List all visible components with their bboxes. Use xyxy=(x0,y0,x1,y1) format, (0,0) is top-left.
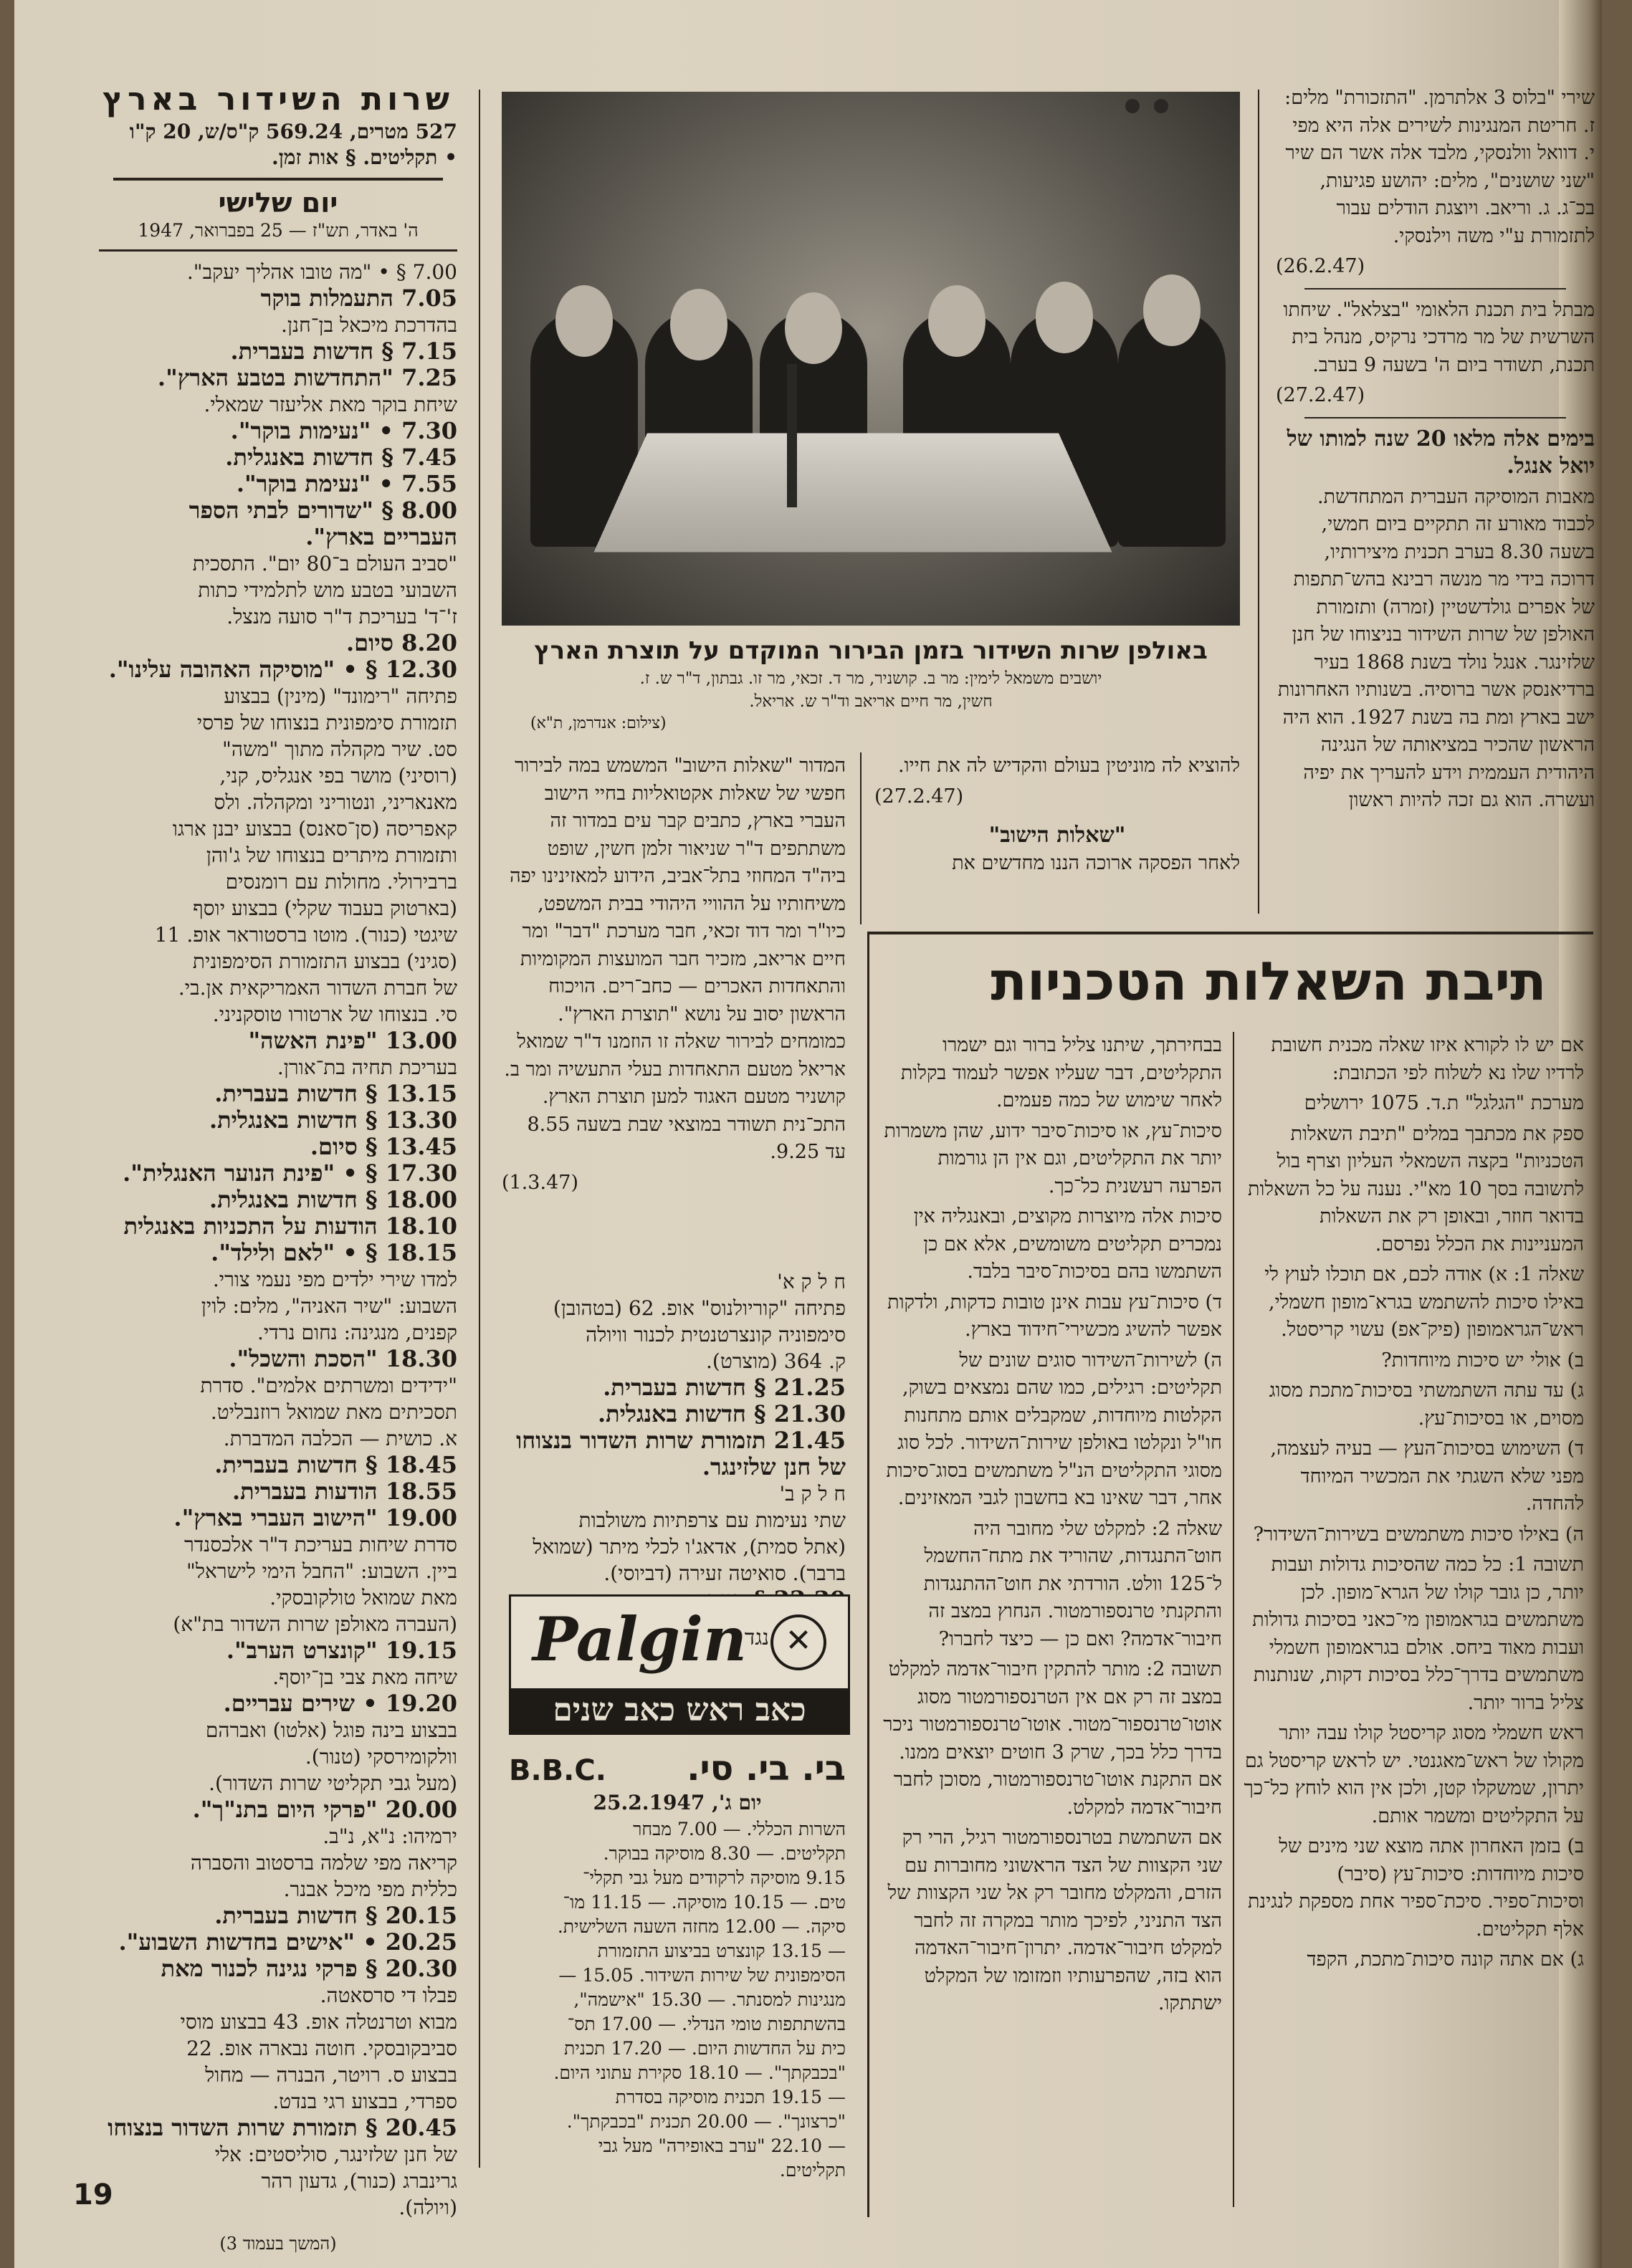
article-paragraph: סיכות אלה מיוצרות מקוצים, ובאנגליה אין נמכרים תקליטים משומשים, אלא אם כן השתמשו בהם בסיכות־סיבר בלבד. xyxy=(913,1205,1222,1283)
schedule-line: 7.45 § חדשות באנגלית. xyxy=(225,444,457,471)
photo-caption-names: חשין, מר חיים אריאב וד"ר ש. אריאל. xyxy=(749,692,993,711)
schedule-line: בעריכת תחיה בת־אורן. xyxy=(277,1056,457,1079)
bbc-title: בי. בי. סי. xyxy=(687,1748,846,1789)
schedule-line: ברבירולי. מחולות עם רומנסים xyxy=(225,870,457,894)
article-paragraph: ג) עד עתה השתמשתי בסיכות־מתכת מסוג מסוים, או בסיכות־עץ. xyxy=(1269,1379,1584,1430)
concert-line: שתי נעימות עם צרפתיות משולבות xyxy=(578,1508,846,1532)
page-number: 19 xyxy=(73,2178,113,2211)
schedule-line: למדו שירי ילדים מפי נעמי צורי. xyxy=(212,1268,457,1291)
segment-text: להוציא לה מוניטין בעולם והקדיש לה את חייו. xyxy=(898,755,1240,777)
bbc-line: 9.15 מוסיקה לרקודים מעל גבי תקלי־ xyxy=(582,1867,846,1888)
note-text: מאבות המוסיקה העברית המתחדשת. לכבוד מאורע זה תתקיים ביום חמשי, בשעה 8.30 בערב תכנית מיצירותיו, דרוכה בידי מר מנשה רבינא בהש־תתפות של אפרים גולדשטיין (זמרה) ותזמורת האולפן של שרות השידור בניצוחו של חנן שלזינגר. אנגל נולד בשנת 1868 בעיר ברדיאנסק אשר ברוסיה. בשנותיו האחרונות ישב בארץ ומת בה בשנת 1927. הוא היה הראשון שהכיר במציאותה של הנגינה היהודית העממית וידע להעריך את יפיה ועשרה. הוא גם זכה להיות ראשון xyxy=(1277,485,1595,811)
schedule-line: ותזמורת מיתרים בנצוחו של ג'והן xyxy=(206,843,457,867)
schedule-line: 17.30 § • "פינת הנוער האנגלית". xyxy=(123,1159,457,1187)
bbc-line: מנגינות למסנתר. — 15.30 "אישמה", xyxy=(573,1989,846,2010)
concert-line: ברבר). סואיטה זעירה (דביוסי). xyxy=(603,1561,846,1585)
schedule-title: שרות השידור בארץ xyxy=(102,81,454,118)
person-head xyxy=(555,285,613,357)
column-rule xyxy=(479,90,480,2168)
schedule-line: שיגטי (כנור). מוטו ברסטוראר אופ. 11 xyxy=(154,923,457,947)
continued-note: (המשך בעמוד 3) xyxy=(219,2234,337,2254)
palgin-badge-icon: ✕ xyxy=(770,1614,826,1670)
schedule-line: 7.25 "התחדשות בטבע הארץ". xyxy=(157,364,457,391)
schedule-list xyxy=(99,259,457,2221)
schedule-line: 18.10 הודעות על התכניות באנגלית xyxy=(123,1212,457,1240)
tech-questions-title: תיבת השאלות הטכניות xyxy=(991,951,1547,1013)
concert-line: ח ל ק ב' xyxy=(779,1482,846,1506)
article-paragraph: מערכת "הגלגל" ת.ד. 1075 ירושלים xyxy=(1304,1092,1584,1114)
schedule-line: קפנים, מנגינה: נחום נרדי. xyxy=(257,1321,457,1344)
schedule-line: "ידידים ומשרתים אלמים". סדרת xyxy=(200,1374,457,1397)
schedule-line: פתיחה "רימונד" (מינין) בבצוע xyxy=(224,684,457,708)
schedule-line: 13.00 "פינת האשה" xyxy=(248,1027,457,1054)
studio-table xyxy=(594,434,1112,552)
schedule-line: וולקומירסקי (טנור). xyxy=(305,1745,457,1769)
schedule-line: סדרת שיחות בעריכת ד"ר אלכסנדר xyxy=(184,1533,457,1556)
microphone-icon xyxy=(787,364,797,507)
day-heading: יום שלישי xyxy=(218,187,338,219)
schedule-line: 20.00 "פרקי היום בתנ"ך". xyxy=(192,1796,457,1823)
bbc-line: הסימפונית של שירות השידור. 15.05 — xyxy=(558,1965,846,1986)
column-rule xyxy=(860,752,862,924)
article-paragraph: שאלה 2: למקלט שלי מחובר היה חוט־התנגדות, שהוריד את מתח־החשמל ל־125 וולט. הורדתי את חוט־ההתנגדות והתקנתי טרנספורמטור. הנחוץ במצב זה חיבור־אדמה? ואם כן — כיצד לחברו? xyxy=(923,1517,1222,1650)
schedule-line: שיחה מאת צבי בן־יוסף. xyxy=(272,1665,457,1689)
segment-text: לאחר הפסקה ארוכה הננו מחדשים את xyxy=(952,851,1240,874)
schedule-line: "סביב העולם ב־80 יום". התסכית xyxy=(192,552,457,575)
bbc-list xyxy=(509,1817,846,2183)
note-text: שירי "בלוס 3 אלתרמן. "התזכורת" מלים: ז. חריטת המנגינות לשירים אלה היא מפי י. דוואל וולנסקי, מלבד אלה אשר הם שיר "שני שושנים", מלים: יהושע פגיעות, בכ־ג. ג. וריאב. ויוצגת הודלים עבור לתזמורת ע"י משה וילנסקי. xyxy=(1284,87,1595,247)
note-date: (27.2.47) xyxy=(1276,384,1365,406)
schedule-line: (בארטוק בעבוד שקלי) בבצוע יוסף xyxy=(193,896,457,920)
schedule-line: 13.45 § סיום. xyxy=(310,1133,457,1160)
schedule-line: (סגיני) בבצוע התזמורת הסימפונית xyxy=(192,949,457,973)
bbc-line: "בכבקתך". — 18.10 סקירת עתוני היום. xyxy=(553,2062,846,2083)
schedule-line: 18.15 § • "לאם ולילד". xyxy=(211,1239,457,1266)
schedule-line: גרינברג (כנור), גדעון רהר xyxy=(261,2169,457,2193)
bbc-line: השרות הכללי. — 7.00 מבחר xyxy=(633,1819,846,1839)
article-paragraph: ד) סיכות־עץ עבות אינן טובות כדקות, ולדקות אפשר להשיג מכשירי־חידוד בארץ. xyxy=(887,1291,1222,1341)
article-paragraph: ג) אם אתה קונה סיכות־מתכת, הקפד xyxy=(1307,1948,1584,1971)
schedule-line: (ויולה). xyxy=(399,2196,457,2219)
schedule-line: 7.05 התעמלות בוקר xyxy=(260,284,457,312)
bbc-line: — 13.15 קונצרט בביצוע התזמורת xyxy=(597,1941,846,1961)
schedule-line: 19.00 "הישוב העברי בארץ". xyxy=(173,1504,457,1531)
article-paragraph: בבחירתך, שיתנו צליל ברור וגם ישמרו התקליטים, דבר שעליו אפשר לעמוד בקלות לאחר שימוש של כמה פעמים. xyxy=(900,1034,1222,1111)
screw-icon xyxy=(1125,99,1140,113)
concert-line: פתיחה "קוריולנוס" אופ. 62 (בטהובן) xyxy=(553,1296,846,1320)
bbc-schedule xyxy=(509,1748,846,2214)
note-heading: בימים אלה מלאו 20 שנה למותו של יואל אנגל. xyxy=(1287,426,1595,479)
divider xyxy=(99,249,457,252)
schedule-line: שיחת בוקר מאת אליעזר שמאלי. xyxy=(204,393,457,416)
article-paragraph: ב) אולי יש סיכות מיוחדות? xyxy=(1381,1349,1584,1372)
magazine-page xyxy=(14,0,1602,2268)
palgin-small-text: נגד xyxy=(744,1625,769,1650)
bbc-line: — 19.15 תכנית מוסיקה בסדרת xyxy=(615,2087,846,2107)
article-paragraph: ב) בזמן האחרון אתה מוצא שני מינים של סיכות מיוחדות: סיכות־עץ (סיבר) וסיכות־ספיר. סיכת־ספיר אחת מספקת לנגינת אלף תקליטים. xyxy=(1247,1835,1584,1941)
schedule-line: השבועי בטבע מוש לתלמידי כתות xyxy=(198,578,457,602)
tech-col-left-text xyxy=(882,1032,1222,2018)
schedule-line: (מעל גבי תקליטי שרות השדור). xyxy=(209,1771,457,1795)
schedule-line: 18.55 הודעות בעברית. xyxy=(232,1478,457,1505)
schedule-line: 20.25 • "אישים בחדשות השבוע". xyxy=(118,1928,457,1956)
tech-col-left xyxy=(882,1032,1222,2207)
photo-caption: באולפן שרות השידור בזמן הבירור המוקדם על תוצרת הארץ xyxy=(534,636,1208,665)
questions-segment xyxy=(502,752,846,1254)
article-paragraph: ה) באילו סיכות משתמשים בשירות־השידור? xyxy=(1253,1523,1584,1546)
schedule-line: מאנאריני, ונטוריני ומקהלה. ולס xyxy=(214,790,457,814)
schedule-line: פבלו די סרסאטה. xyxy=(320,1984,457,2007)
schedule-line: 8.20 סיום. xyxy=(346,629,457,656)
concert-line: (אתל סמית), אדאג'ו לכלי מיתר (שמואל xyxy=(533,1535,846,1559)
schedule-line: תסכיתים מאת שמואל רוזנבליט. xyxy=(210,1400,457,1424)
article-paragraph: ה) לשירות־השידור סוגים שונים של תקליטים: רגילים, כמו שהם נמצאים בשוק, הקלטות מיוחדות, שמקבלים אותם מתחנות חו"ל ונקלטו באולפן שירות־השידור. לכל סוג מסוגי התקליטים הנ"ל משתמשים בסוג־סיכות אחר, דבר שאינו בא בחשבון לגבי המאזינים. xyxy=(886,1349,1222,1509)
schedule-line: (העברה מאולפן שרות השדור בת"א) xyxy=(173,1612,457,1636)
concert-line: 21.30 § חדשות באנגלית. xyxy=(598,1400,846,1427)
person-head xyxy=(928,285,986,357)
article-paragraph: ראש חשמלי מסוג קריסטל קולו עבה יותר מקולו של ראש־מאגנטי. יש לראש קריסטל גם יתרון, שמשקלו קטן, ולכן אין הוא לוחץ כל־כך על התקליטים ומשמר אותם. xyxy=(1244,1722,1584,1827)
schedule-line: קאפריסה (סן־סאנס) בבצוע יבנן ארגו xyxy=(172,817,457,841)
schedule-line: 13.15 § חדשות בעברית. xyxy=(214,1080,457,1107)
schedule-line: העבריים בארץ". xyxy=(305,523,457,550)
palgin-advertisement xyxy=(509,1594,850,1735)
schedule-column xyxy=(99,80,457,2254)
studio-photo xyxy=(502,92,1240,626)
schedule-line: 18.45 § חדשות בעברית. xyxy=(214,1451,457,1478)
bbc-line: "כרצונך". — 20.00 תכנית "בכבקתך". xyxy=(566,2111,846,2132)
photo-caption-block xyxy=(502,634,1240,735)
segment-date: (1.3.47) xyxy=(502,1171,578,1194)
column-rule xyxy=(1233,1032,1234,2207)
schedule-line: 19.15 "קונצרט הערב". xyxy=(226,1637,457,1664)
schedule-line: בהדרכת מיכאל בן־חנן. xyxy=(281,313,457,337)
divider xyxy=(1304,288,1566,290)
schedule-line: סביבקובסקי. חוטה נבארה אופ. 22 xyxy=(186,2037,457,2060)
tech-col-right xyxy=(1244,1032,1584,2207)
schedule-line: א. כושית — הכלבה המדברת. xyxy=(223,1427,457,1450)
note-date: (26.2.47) xyxy=(1276,255,1365,277)
schedule-line: 7.55 • "נעימת בוקר". xyxy=(236,470,457,497)
concert-program xyxy=(502,1268,846,1591)
legend-info: • תקליטים. § אות זמן. xyxy=(271,145,457,169)
person-head xyxy=(670,289,727,360)
schedule-line: 19.20 • שירים עבריים. xyxy=(223,1690,457,1717)
article-paragraph: אם השתמשת בטרנספורמטור רגיל, הרי רק שני הקצוות של הצד הראשוני מחוברות עם הזרם, והמקלט מחובר רק אל שני הקצוות של הצד התניני, לפיכך מותר במקרה זה לחבר למקלט חיבור־אדמה. יתרון־חיבור־האדמה הוא בזה, שהפרעותיו וזמזומו של המקלט ישתתקו. xyxy=(887,1827,1222,2014)
bbc-latin-title: B.B.C. xyxy=(509,1754,606,1787)
person-head xyxy=(1036,282,1093,353)
bbc-line: תקליטים. — 8.30 מוסיקה בבוקר. xyxy=(603,1843,846,1864)
schedule-line: ירמיהו: נ"א, נ"ב. xyxy=(323,1824,457,1848)
schedule-line: 20.15 § חדשות בעברית. xyxy=(214,1902,457,1929)
schedule-line: 8.00 § "שדורים לבתי הספר xyxy=(189,497,457,524)
concert-line: 21.45 תזמורת שרות השדור בנצוחו xyxy=(516,1427,846,1454)
bbc-line: טים. — 10.15 מוסיקה. — 11.15 מו־ xyxy=(563,1892,846,1913)
tech-col-right-text xyxy=(1244,1032,1584,1974)
schedule-line: סט. שיר מקהלה מתוך "משה" xyxy=(221,737,457,761)
article-paragraph: אם יש לו לקורא איזו שאלה מכנית חשובת לרדיו שלו נא לשלוח לפי הכתובת: xyxy=(1271,1034,1584,1084)
concert-line: ק. 364 (מוצרט). xyxy=(706,1349,846,1373)
schedule-line: קריאה מפי שלמה ברסטוב והסברה xyxy=(190,1851,457,1875)
schedule-line: בבצוע בינה פוגל (אלטו) ואברהם xyxy=(205,1718,457,1742)
segment-text: המדור "שאלות הישוב" המשמש במה לבירור חפשי של שאלות אקטואליות בחיי הישוב העברי בארץ, כתבים קבר עים במדור זה משתתפים ד"ר שניאור זלמן חשין, שופט ביה"ד המחוזי בתל־אביב, הידוע למאזינינו יפה משיחותיו על ההוויי היהודי בבית המשפט, כיו"ר ומר דוד זכאי, חבר מערכת "דבר" ומר חיים אריאב, מזכיר חבר המועצות המקומיות והתאחדות האכרים — כחב־רים. הויכוח הראשון יסוב על נושא "תוצרת הארץ". כמומחים לבירור שאלה זו הוזמנו ד"ר שמואל אריאל מטעם התאחדות בעלי התעשיה ומר ב. קושניר מטעם האגוד למען תוצרת הארץ. התכ־נית תשודר במוצאי שבת בשעה 8.55 עד 9.25. xyxy=(504,755,846,1163)
concert-line: ח ל ק א' xyxy=(777,1270,846,1293)
bbc-line: — 22.10 "ערב באופירה" מעל גבי xyxy=(598,2135,846,2156)
bbc-line: כית על החדשות היום. — 17.20 תכנית xyxy=(564,2038,846,2059)
bbc-line: סיקה. — 12.00 מחזה השעה השלישית. xyxy=(557,1916,846,1937)
schedule-line: ספרדי, בבצוע רגי בנדט. xyxy=(272,2090,457,2113)
schedule-line: 12.30 § • "מוסיקה האהובה עלינו". xyxy=(108,656,457,683)
schedule-line: מבוא וטרנטלה אופ. 43 בבצוע מוסי xyxy=(180,2010,457,2034)
schedule-line: בבצוע ס. רויטר, הבנרה — מחול xyxy=(205,2063,457,2087)
segment-date: (27.2.47) xyxy=(874,785,964,808)
schedule-line: 20.30 § פרקי נגינה לכנור מאת xyxy=(161,1955,457,1982)
divider xyxy=(113,178,443,181)
article-paragraph: תשובה 1: כל כמה שהסיכות גדולות ועבות יותר, כן גובר קולו של הגרא־מופון. לכן משתמשים בגראמופון מי־כאני בסיכות גדולות ועבות מאוד ביחס. אולם בגראמופון חשמלי משתמשים בדרך־כלל בסיכות דקות, שנותנות צליל ברור יותר. xyxy=(1252,1554,1584,1714)
article-paragraph: שאלה 1: א) אודה לכם, אם תוכלו לעוץ לי באילו סיכות להשתמש בגרא־מופון חשמלי, ראש־הגראמופון (פיק־אפ) עשוי קריסטל. xyxy=(1264,1263,1584,1341)
column-rule xyxy=(1258,90,1259,914)
palgin-slogan: כאב ראש כאב שנים xyxy=(511,1688,848,1733)
person-head xyxy=(785,292,842,364)
schedule-line: (רוסיני) מושר בפי אנגליס, קני, xyxy=(219,764,457,788)
schedule-line: 18.30 "הסכת והשכל". xyxy=(229,1345,457,1372)
article-paragraph: ד) השימוש בסיכות־העץ — בעיה לעצמה, מפני שלא השגתי את המכשיר המיוחד להחדה. xyxy=(1270,1437,1584,1515)
concert-line: 21.25 § חדשות בעברית. xyxy=(603,1374,846,1401)
concert-list xyxy=(502,1268,846,1613)
concert-line: של חנן שלזינגר. xyxy=(702,1453,846,1480)
schedule-line: מאת שמואל טולקובסקי. xyxy=(269,1586,457,1609)
right-notes xyxy=(1276,85,1595,909)
person-head xyxy=(1143,274,1201,346)
screw-icon xyxy=(1154,99,1168,113)
date-line: ה' באדר, תש"ז — 25 בפברואר, 1947 xyxy=(138,220,419,241)
schedule-line: 7.00 § • "מה טובו אהליך יעקב". xyxy=(186,260,457,284)
schedule-line: 7.30 • "נעימות בוקר". xyxy=(230,417,457,444)
note-text: מבתל בית תכנת הלאומי "בצלאל". שיחתו השרשית של מר מרדכי נרקיס, מנהל בית תכנת, תשודר ביום ה' בשעה 9 בערב. xyxy=(1283,298,1595,376)
photo-credit: (צילום: אנדרמן, ת"א) xyxy=(530,714,667,732)
segment-heading: "שאלות הישוב" xyxy=(988,823,1126,848)
bbc-date: יום ג', 25.2.1947 xyxy=(593,1791,762,1814)
schedule-line: 13.30 § חדשות באנגלית. xyxy=(209,1106,457,1134)
photo-caption-names: יושבים משמאל לימין: מר ב. קושניר, מר ד. זכאי, מר זו. גבתון, ד"ר ש. ז. xyxy=(639,669,1102,688)
schedule-line: תזמורת סימפונית בנצוחו של פרסי xyxy=(196,711,457,735)
schedule-line: ז'־ד' בעריכת ד"ר סועה מנצל. xyxy=(226,605,457,628)
article-paragraph: סיכות־עץ, או סיכות־סיבר ידוע, שהן משמרות יותר את התקליטים, וגם אין הן גורמות הפרעה רעשנית כל־כך. xyxy=(884,1119,1222,1197)
bbc-line: בהשתתפות טומי הנדלי. — 17.00 תס־ xyxy=(567,2014,846,2034)
palgin-logo: Palgin xyxy=(533,1604,747,1675)
frequency-info: 527 מטרים, 569.24 ק"ס/ש, 20 ק"ו xyxy=(129,120,457,143)
schedule-line: 18.00 § חדשות באנגלית. xyxy=(209,1186,457,1213)
schedule-line: 7.15 § חדשות בעברית. xyxy=(230,338,457,365)
schedule-line: השבוע: "שיר האניה", מלים: לוין xyxy=(201,1294,457,1318)
schedule-line: 20.45 § תזמורת שרות השדור בנצוחו xyxy=(108,2114,457,2141)
schedule-line: של חנן שלזינגר, סוליסטים: אלי xyxy=(214,2143,457,2166)
schedule-line: סי. בנצוחו של ארטורו טוסקניני. xyxy=(212,1003,457,1026)
schedule-line: של חברת השדור האמריקאית אן.בי. xyxy=(178,976,457,1000)
concert-line: סימפוניה קונצרטנטית לכנור וויולה xyxy=(586,1323,846,1346)
bbc-line: תקליטים. xyxy=(779,2160,846,2181)
schedule-line: ביין. השבוע: "החבל הימי לישראל" xyxy=(186,1559,457,1583)
schedule-line: כללית מפי מיכל אבנר. xyxy=(283,1877,457,1901)
article-paragraph: ספק את מכתבך במלים "תיבת השאלות הטכניות" בקצה השמאלי העליון וצרף בול לתשובה בסך 10 מא"י. נענה על כל השאלות בדואר חוזר, ובאופן רק את השאלות המעניינות את הכלל נפרסם. xyxy=(1248,1122,1584,1255)
article-paragraph: תשובה 2: מותר להתקין חיבור־אדמה למקלט במצב זה רק אם אין הטרנספורמטור מסוג אוטו־טרנספור־מטור. אוטו־טרנספורמטור ניכר בדרך כלל בכך, שרק 3 חוטים יוצאים ממנו. אם התקנת אוטו־טרנספורמטור, מסוכן לחבר חיבור־אדמה למקלט. xyxy=(883,1658,1222,1819)
continued-segment xyxy=(874,752,1240,917)
divider xyxy=(1304,417,1566,418)
